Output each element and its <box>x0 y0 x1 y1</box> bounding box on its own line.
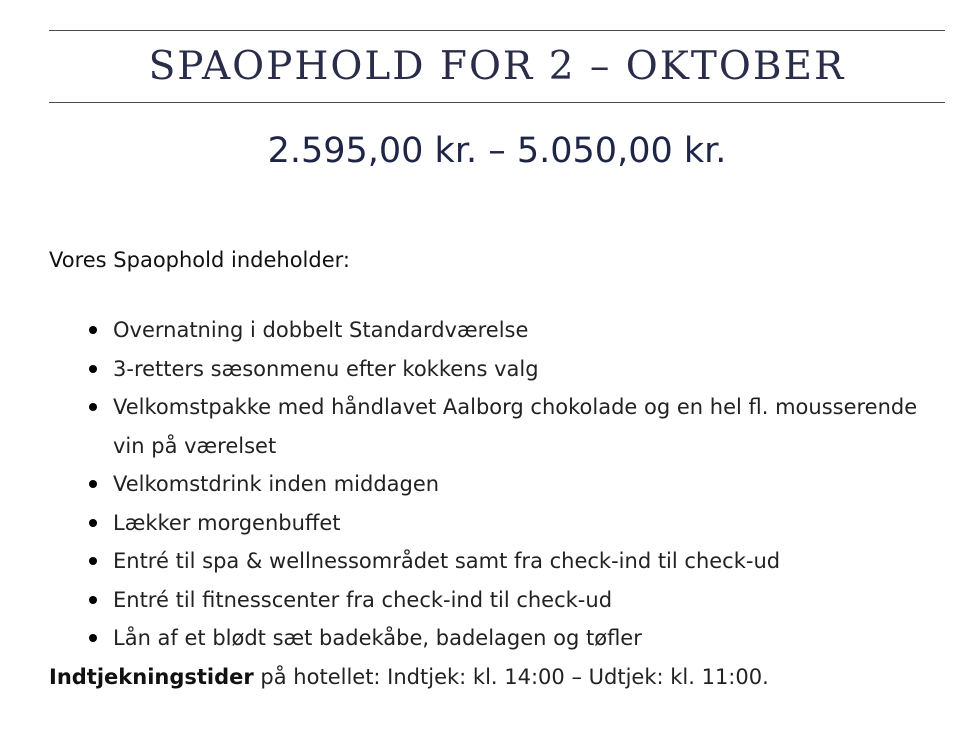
feature-text: Velkomstdrink inden middagen <box>113 472 440 496</box>
description-intro: Vores Spaophold indeholder: <box>49 248 350 272</box>
checkin-times <box>49 658 945 696</box>
price-range: 2.595,00 kr. – 5.050,00 kr. <box>267 131 727 171</box>
bullet-icon <box>89 596 97 604</box>
list-item <box>113 350 945 389</box>
feature-text: Velkomstpakke med håndlavet Aalborg chokolade og en hel fl. mousserende vin på værelset <box>113 395 918 458</box>
bullet-icon <box>89 403 97 411</box>
list-item <box>113 388 945 465</box>
list-item <box>113 465 945 504</box>
feature-text: Lån af et blødt sæt badekåbe, badelagen og tøfler <box>113 626 642 650</box>
bullet-icon <box>89 519 97 527</box>
bullet-icon <box>89 634 97 642</box>
list-item <box>113 619 945 658</box>
feature-text: Overnatning i dobbelt Standardværelse <box>113 318 529 342</box>
bullet-icon <box>89 365 97 373</box>
list-item <box>113 504 945 543</box>
checkin-label: Indtjekningstider <box>49 664 254 689</box>
list-item <box>113 581 945 620</box>
list-item <box>113 542 945 581</box>
product-page <box>0 30 964 730</box>
feature-text: 3-retters sæsonmenu efter kokkens valg <box>113 356 539 381</box>
list-item <box>113 311 945 350</box>
feature-text: Lækker morgenbuffet <box>113 510 341 535</box>
product-title: SPAOPHOLD FOR 2 – OKTOBER <box>148 44 846 89</box>
checkin-text: på hotellet: Indtjek: kl. 14:00 – Udtjek: kl. 11:00. <box>253 664 769 689</box>
bullet-icon <box>89 326 97 334</box>
title-box <box>49 30 945 103</box>
feature-text: Entré til spa & wellnessområdet samt fra check-ind til check-ud <box>113 549 781 573</box>
feature-list <box>49 311 945 658</box>
feature-text: Entré til fitnesscenter fra check-ind til check-ud <box>113 587 613 612</box>
bullet-icon <box>89 557 97 565</box>
bullet-icon <box>89 480 97 488</box>
